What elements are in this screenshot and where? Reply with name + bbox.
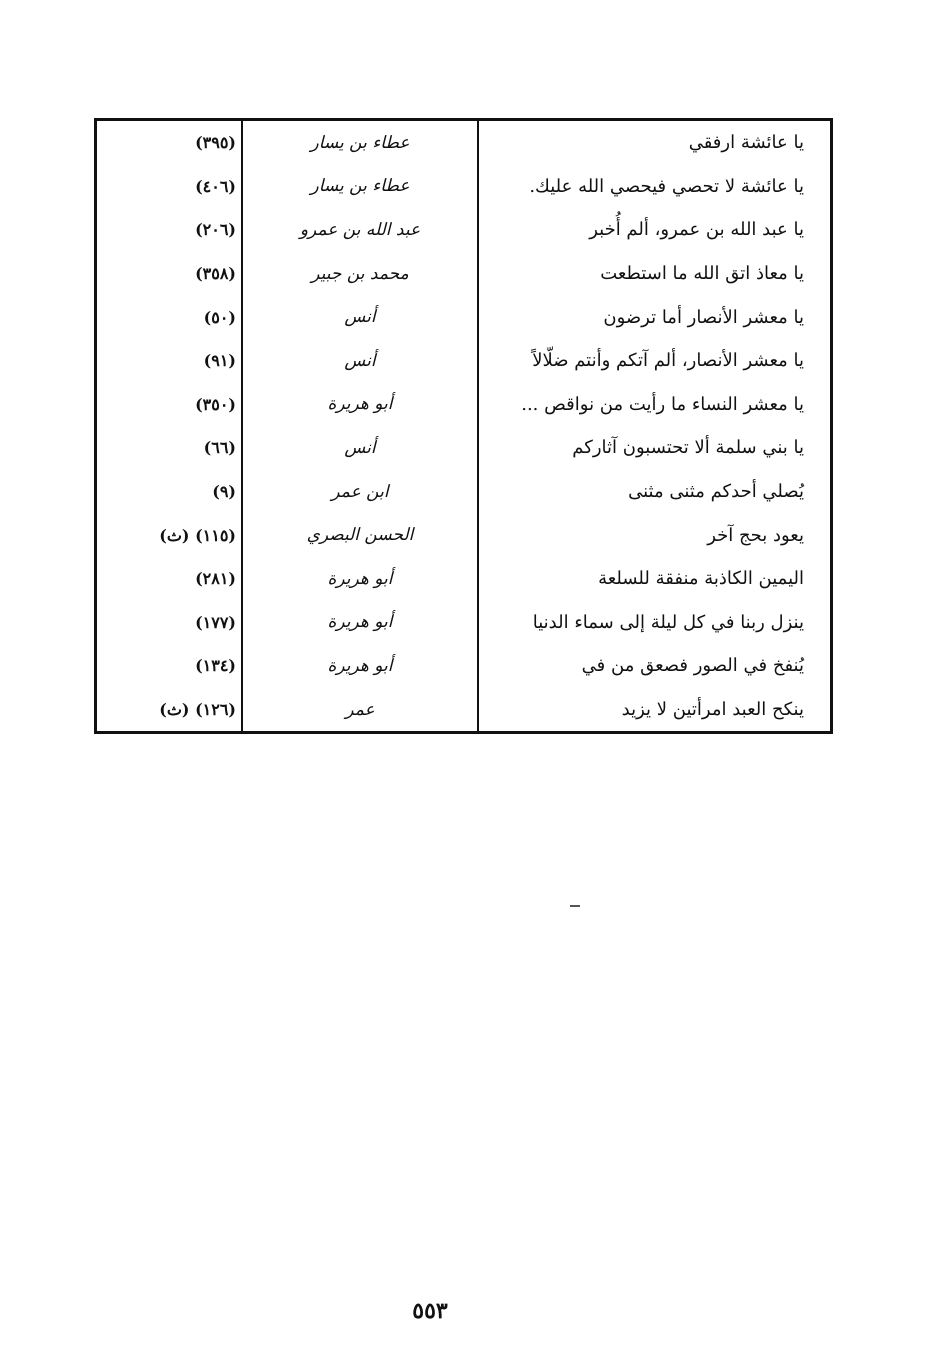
narrator-cell: الحسن البصري	[242, 513, 478, 557]
narrator-cell: أنس	[242, 339, 478, 383]
table-row	[96, 557, 832, 601]
table-row	[96, 252, 832, 296]
reference-number-cell: (٥٠)	[203, 307, 236, 327]
hadith-text-cell: يُصلي أحدكم مثنى مثنى	[478, 470, 832, 514]
table-row	[96, 470, 832, 514]
reference-number-cell: (١٢٦) (ث)	[159, 700, 236, 720]
reference-number-cell: (١١٥) (ث)	[159, 525, 236, 545]
narrator-cell: عطاء بن يسار	[242, 165, 478, 209]
hadith-text-cell: يا عائشة ارفقي	[478, 120, 832, 165]
narrator-cell: أنس	[242, 426, 478, 470]
table-row	[96, 208, 832, 252]
reference-number-cell: (٦٦)	[203, 438, 236, 458]
table-row	[96, 165, 832, 209]
reference-number-cell: (٢٨١)	[195, 569, 236, 589]
hadith-text-cell: يا عبد الله بن عمرو، ألم أُخبر	[478, 208, 832, 252]
narrator-cell: ابن عمر	[242, 470, 478, 514]
table-row	[96, 426, 832, 470]
hadith-text-cell: يُنفخ في الصور فصعق من في	[478, 644, 832, 688]
narrator-cell: أبو هريرة	[242, 601, 478, 645]
table-row	[96, 120, 832, 165]
page-speck	[570, 905, 580, 907]
reference-number-cell: (٢٠٦)	[195, 220, 236, 240]
reference-number-cell: (٣٩٥)	[195, 133, 236, 153]
table-row	[96, 513, 832, 557]
reference-number-cell: (١٧٧)	[195, 612, 236, 632]
table-row	[96, 339, 832, 383]
reference-number-cell: (٩)	[212, 482, 236, 502]
narrator-cell: عبد الله بن عمرو	[242, 208, 478, 252]
table-row	[96, 601, 832, 645]
hadith-text-cell: يعود بحج آخر	[478, 513, 832, 557]
page-number: ٥٥٣	[412, 1298, 448, 1324]
hadith-text-cell: يا معشر الأنصار أما ترضون	[478, 295, 832, 339]
narrator-cell: أبو هريرة	[242, 644, 478, 688]
hadith-text-cell: ينزل ربنا في كل ليلة إلى سماء الدنيا	[478, 601, 832, 645]
table-body	[96, 120, 832, 733]
narrator-cell: عطاء بن يسار	[242, 120, 478, 165]
reference-number-cell: (٣٥٨)	[195, 264, 236, 284]
reference-number-cell: (١٣٤)	[195, 656, 236, 676]
narrator-cell: أبو هريرة	[242, 557, 478, 601]
hadith-index-table	[94, 118, 833, 734]
reference-number-cell: (٤٠٦)	[195, 176, 236, 196]
table-row	[96, 295, 832, 339]
hadith-text-cell: اليمين الكاذبة منفقة للسلعة	[478, 557, 832, 601]
narrator-cell: أبو هريرة	[242, 383, 478, 427]
narrator-cell: محمد بن جبير	[242, 252, 478, 296]
table-row	[96, 688, 832, 733]
hadith-text-cell: يا معشر النساء ما رأيت من نواقص ...	[478, 383, 832, 427]
reference-number-cell: (٣٥٠)	[195, 394, 236, 414]
table-row	[96, 383, 832, 427]
hadith-text-cell: يا بني سلمة ألا تحتسبون آثاركم	[478, 426, 832, 470]
hadith-text-cell: يا معشر الأنصار، ألم آتكم وأنتم ضلّالاً	[478, 339, 832, 383]
reference-number-cell: (٩١)	[203, 351, 236, 371]
hadith-text-cell: يا عائشة لا تحصي فيحصي الله عليك.	[478, 165, 832, 209]
narrator-cell: عمر	[242, 688, 478, 733]
hadith-text-cell: ينكح العبد امرأتين لا يزيد	[478, 688, 832, 733]
hadith-text-cell: يا معاذ اتق الله ما استطعت	[478, 252, 832, 296]
narrator-cell: أنس	[242, 295, 478, 339]
table-row	[96, 644, 832, 688]
